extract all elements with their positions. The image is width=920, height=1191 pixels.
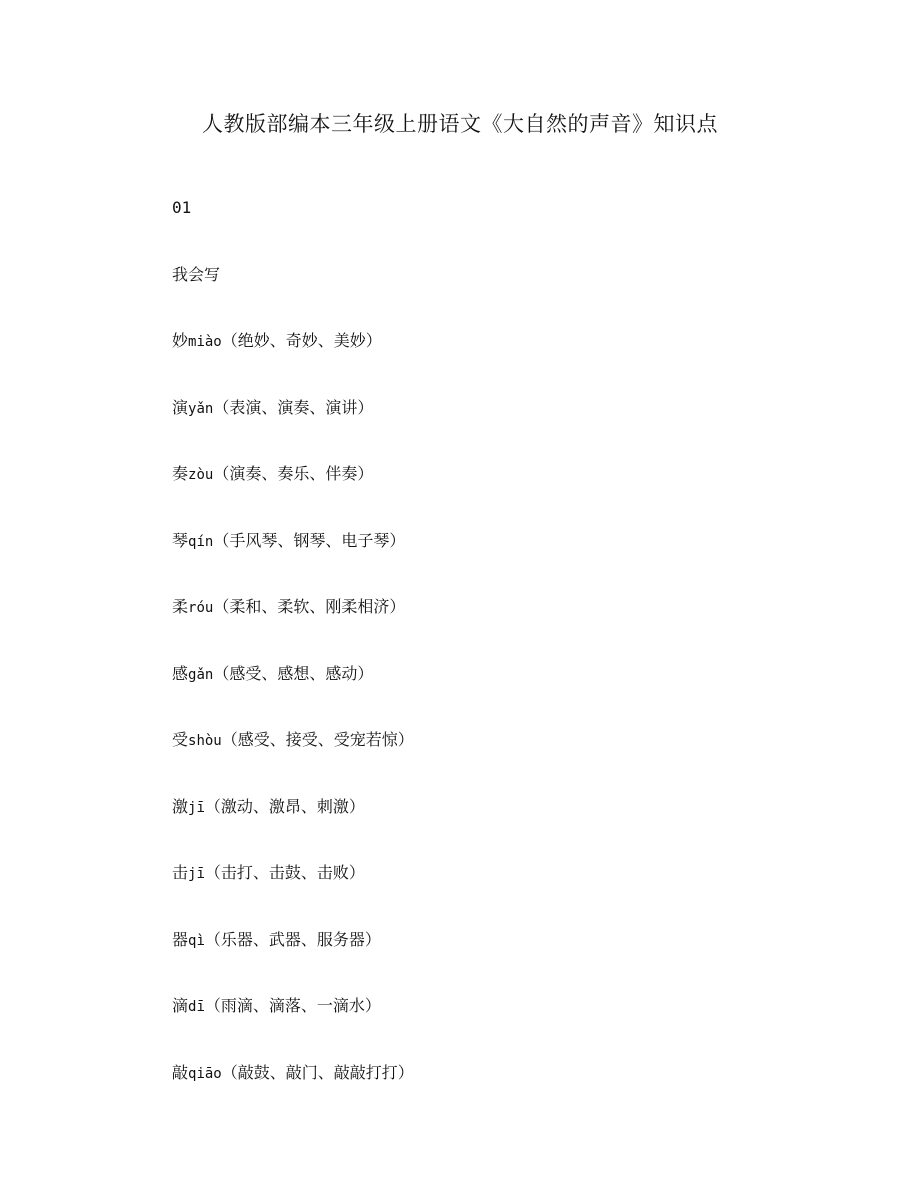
section-heading: 我会写: [172, 264, 221, 284]
vocab-words: （激动、激昂、刺激）: [204, 796, 365, 816]
vocab-char: 受: [172, 730, 189, 749]
vocab-item: [172, 862, 872, 929]
vocab-words: （演奏、奏乐、伴奏）: [213, 464, 374, 483]
section-number: 01: [172, 198, 192, 217]
vocab-pinyin: jī: [188, 799, 205, 816]
vocab-item: [172, 596, 872, 663]
vocab-pinyin: qiāo: [188, 1065, 222, 1082]
vocab-char: 演: [172, 397, 189, 417]
vocab-item: [172, 463, 872, 530]
vocab-item: [172, 330, 872, 397]
vocab-char: 器: [172, 929, 189, 949]
vocab-item: [172, 530, 872, 597]
vocab-words: （击打、击鼓、击败）: [204, 863, 365, 882]
vocab-char: 妙: [172, 331, 189, 350]
vocab-words: （敲鼓、敲门、敲敲打打）: [221, 1062, 414, 1082]
vocab-words: （绝妙、奇妙、美妙）: [221, 331, 382, 350]
vocab-pinyin: gǎn: [188, 666, 214, 683]
vocab-pinyin: qín: [188, 533, 214, 550]
vocab-item: [172, 663, 872, 730]
document-body: [172, 197, 872, 1128]
vocab-words: （表演、演奏、演讲）: [213, 397, 374, 417]
vocab-char: 琴: [172, 530, 189, 550]
vocab-char: 激: [172, 796, 189, 816]
vocab-list: [172, 330, 872, 1128]
vocab-words: （手风琴、钢琴、电子琴）: [213, 530, 406, 550]
vocab-char: 击: [172, 863, 189, 882]
vocab-pinyin: róu: [188, 600, 214, 616]
document-title: 人教版部编本三年级上册语文《大自然的声音》知识点: [202, 112, 718, 136]
vocab-char: 敲: [172, 1062, 189, 1082]
vocab-pinyin: dī: [188, 999, 205, 1015]
vocab-item: [172, 995, 872, 1062]
vocab-words: （雨滴、滴落、一滴水）: [204, 996, 381, 1015]
vocab-words: （柔和、柔软、刚柔相济）: [213, 597, 406, 616]
vocab-item: [172, 729, 872, 796]
vocab-pinyin: miào: [188, 334, 222, 350]
vocab-item: [172, 929, 872, 996]
vocab-item: [172, 397, 872, 464]
vocab-words: （乐器、武器、服务器）: [204, 929, 381, 949]
vocab-item: [172, 1062, 872, 1129]
vocab-pinyin: shòu: [188, 733, 222, 749]
vocab-pinyin: jī: [188, 866, 205, 882]
vocab-item: [172, 796, 872, 863]
vocab-char: 感: [172, 663, 189, 683]
vocab-words: （感受、感想、感动）: [213, 663, 374, 683]
vocab-pinyin: zòu: [188, 467, 214, 483]
vocab-pinyin: yǎn: [188, 400, 214, 417]
vocab-char: 奏: [172, 464, 189, 483]
vocab-char: 滴: [172, 996, 189, 1015]
vocab-pinyin: qì: [188, 932, 205, 949]
vocab-char: 柔: [172, 597, 189, 616]
vocab-words: （感受、接受、受宠若惊）: [221, 730, 414, 749]
